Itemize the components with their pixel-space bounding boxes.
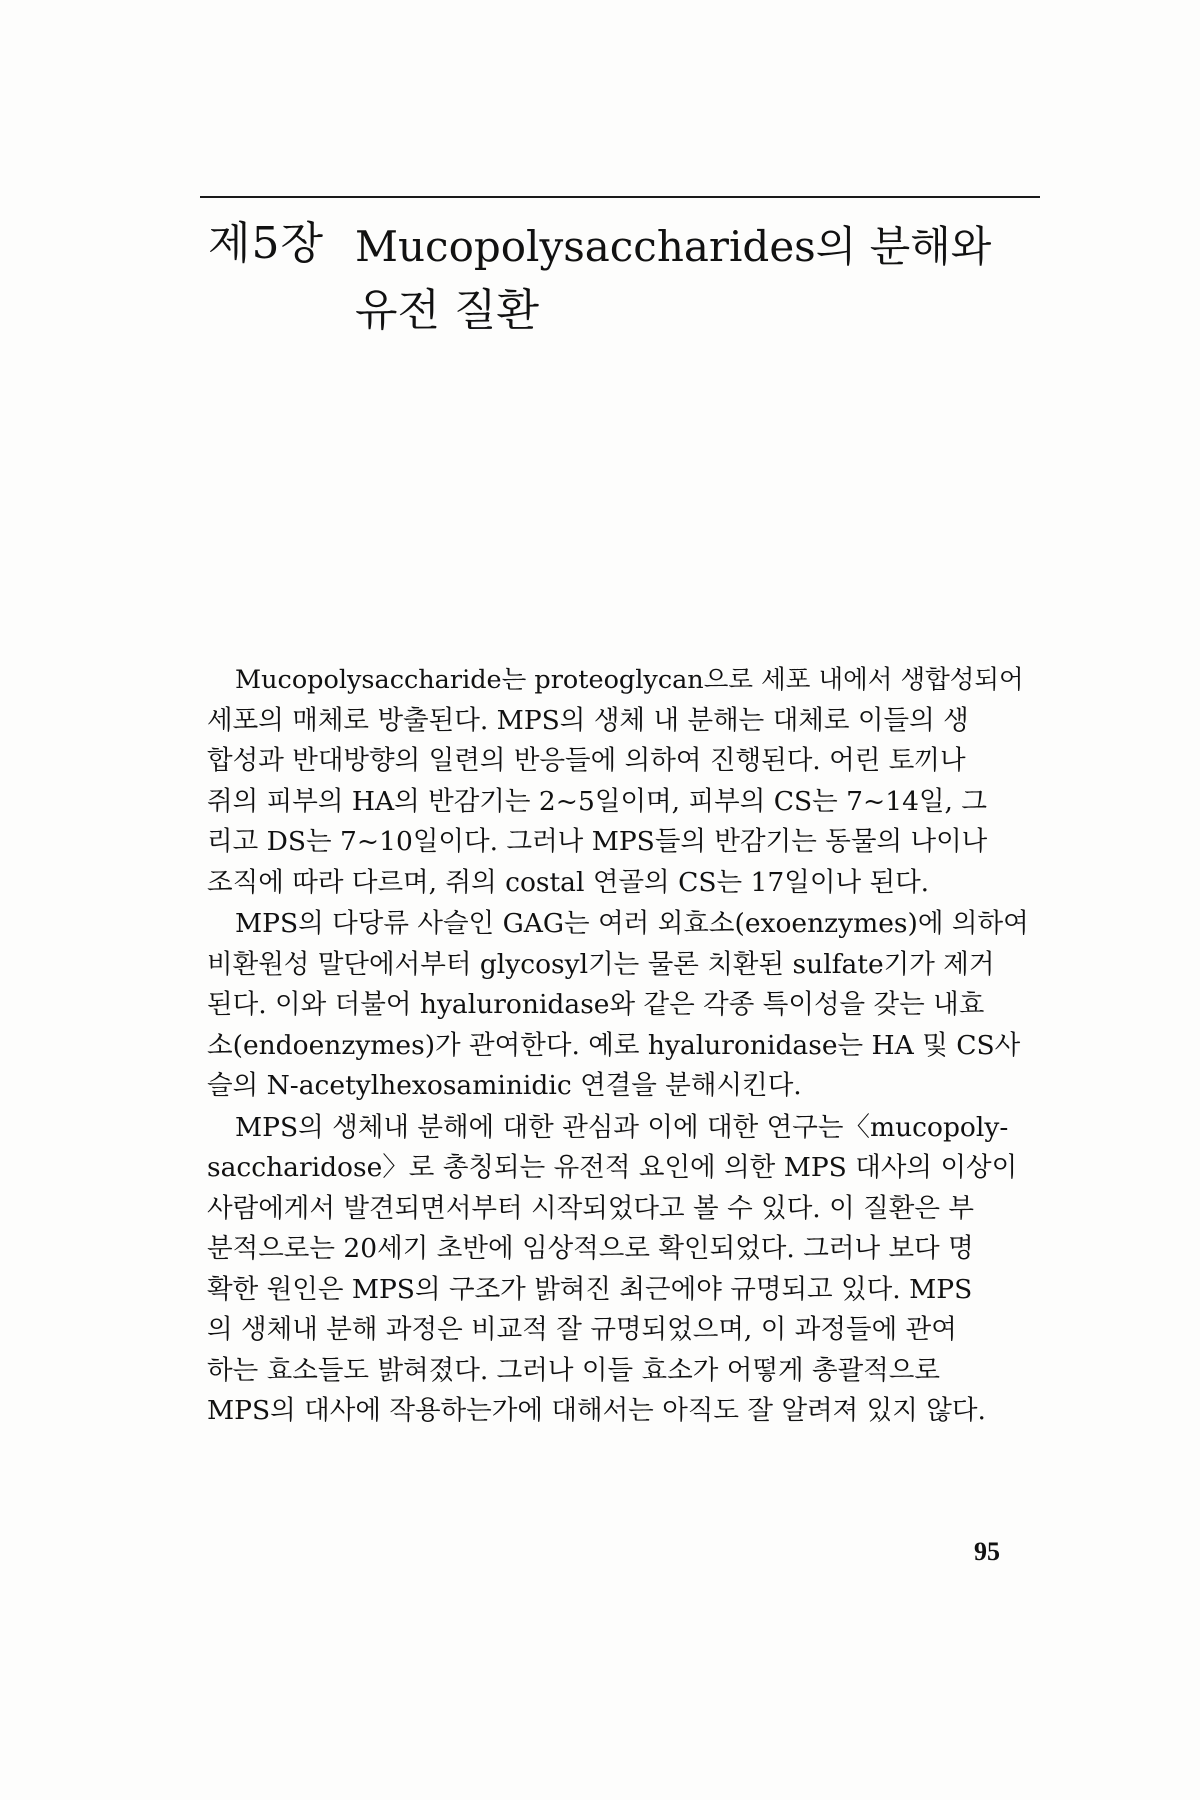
text-line: 의 생체내 분해 과정은 비교적 잘 규명되었으며, 이 과정들에 관여	[207, 1314, 957, 1345]
text-line: 세포의 매체로 방출된다. MPS의 생체 내 분해는 대체로 이들의 생	[207, 704, 969, 736]
text-line: saccharidose〉로 총칭되는 유전적 요인에 의한 MPS 대사의 이상이	[207, 1152, 1018, 1183]
text-line: 조직에 따라 다르며, 쥐의 costal 연골의 CS는 17일이나 된다.	[207, 866, 930, 898]
chapter-number: 제5장	[208, 218, 325, 269]
chapter-title-line: 유전 질환	[355, 285, 540, 336]
paragraph-2	[207, 904, 1035, 1107]
text-line: 합성과 반대방향의 일련의 반응들에 의하여 진행된다. 어린 토끼나	[207, 745, 966, 776]
text-line: 하는 효소들도 밝혀졌다. 그러나 이들 효소가 어떻게 총괄적으로	[207, 1354, 940, 1386]
chapter-divider-rule	[200, 196, 1040, 198]
text-line: 된다. 이와 더불어 hyaluronidase와 같은 각종 특이성을 갖는 내효	[207, 989, 985, 1020]
text-line: 쥐의 피부의 HA의 반감기는 2~5일이며, 피부의 CS는 7~14일, 그	[207, 785, 988, 817]
text-line: 비환원성 말단에서부터 glycosyl기는 물론 치환된 sulfate기가 제거	[207, 948, 995, 980]
chapter-title	[355, 215, 995, 343]
paragraph-3	[207, 1108, 1035, 1432]
text-line: 슬의 N-acetylhexosaminidic 연결을 분해시킨다.	[207, 1070, 802, 1101]
paragraph-1	[207, 660, 1035, 903]
chapter-title-line: Mucopolysaccharides의 분해와	[355, 222, 992, 271]
text-line: MPS의 생체내 분해에 대한 관심과 이에 대한 연구는〈mucopoly-	[235, 1111, 1009, 1143]
text-line: MPS의 다당류 사슬인 GAG는 여러 외효소(exoenzymes)에 의하여	[235, 908, 1029, 939]
text-line: 분적으로는 20세기 초반에 임상적으로 확인되었다. 그러나 보다 명	[207, 1233, 974, 1264]
text-line: 리고 DS는 7~10일이다. 그러나 MPS들의 반감기는 동물의 나이나	[207, 826, 988, 857]
text-line: MPS의 대사에 작용하는가에 대해서는 아직도 잘 알려져 있지 않다.	[207, 1395, 986, 1426]
text-line: 소(endoenzymes)가 관여한다. 예로 hyaluronidase는 HA 및 CS사	[207, 1029, 1021, 1061]
body-text	[207, 660, 1035, 1432]
page-number: 95	[974, 1537, 1000, 1566]
text-line: 확한 원인은 MPS의 구조가 밝혀진 최근에야 규명되고 있다. MPS	[207, 1273, 973, 1305]
text-line: Mucopolysaccharide는 proteoglycan으로 세포 내에서 생합성되어	[235, 665, 1024, 695]
text-line: 사람에게서 발견되면서부터 시작되었다고 볼 수 있다. 이 질환은 부	[207, 1192, 974, 1224]
